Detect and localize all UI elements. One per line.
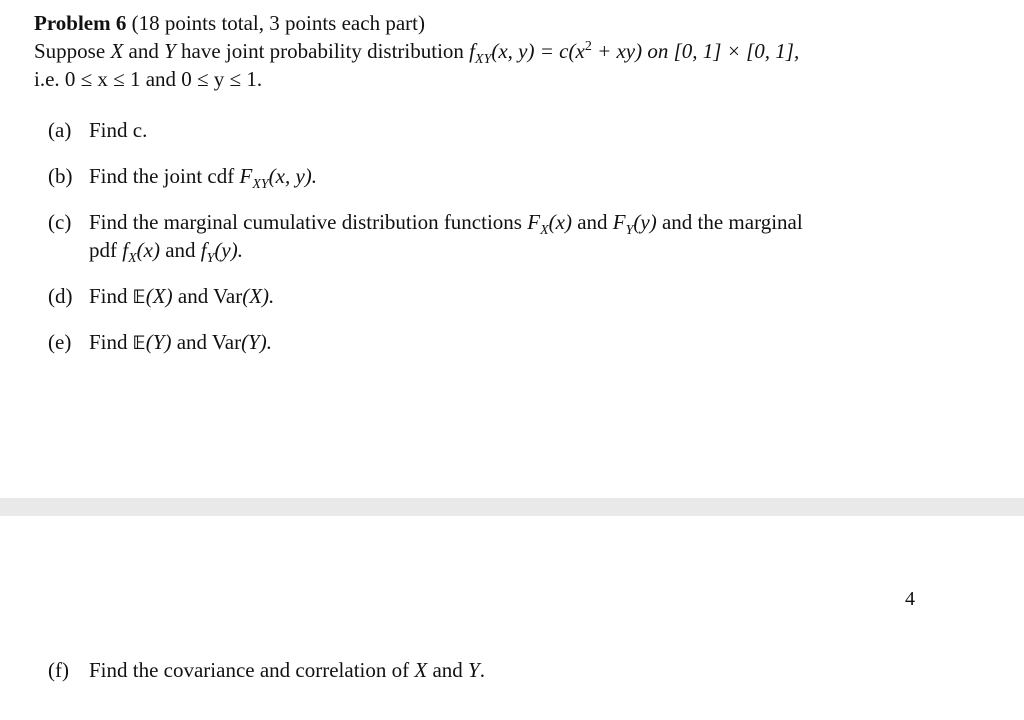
part-text-segment: and <box>427 658 469 682</box>
pdf-x-args: (x) <box>136 238 160 262</box>
part-text-segment: . <box>479 658 485 682</box>
pdf-formula: = c(x <box>534 39 585 63</box>
cdf-y-symbol: F <box>612 210 626 234</box>
part-d <box>48 282 948 311</box>
cdf-subscript: XY <box>252 177 269 193</box>
page-lower <box>0 516 1024 720</box>
part-e <box>48 328 948 357</box>
part-text-segment: Find the marginal cumulative distribution functions <box>89 210 528 234</box>
expectation-arg: (X) <box>145 284 173 308</box>
part-label: (c) <box>48 210 72 234</box>
cdf-x-symbol: F <box>527 210 541 234</box>
part-text-segment: and <box>571 210 613 234</box>
part-text-segment: Find <box>89 284 133 308</box>
problem-statement-line1 <box>34 37 994 68</box>
expectation-arg: (Y) <box>145 330 172 354</box>
variance-arg: (Y). <box>241 330 272 354</box>
cdf-symbol: F <box>239 164 253 188</box>
part-text: Find c. <box>89 118 148 142</box>
part-text <box>89 162 948 193</box>
part-f <box>48 656 948 684</box>
statement-text: Suppose <box>34 39 111 63</box>
pdf-formula-rest: + xy) on [0, 1] × [0, 1], <box>591 39 800 63</box>
var-y: Y <box>164 39 176 63</box>
part-b <box>48 162 948 193</box>
pdf-x-subscript: X <box>128 251 137 267</box>
cdf-x-subscript: X <box>540 223 549 239</box>
part-text-segment: and the marginal <box>656 210 803 234</box>
pdf-args: (x, y) <box>491 39 535 63</box>
page-number: 4 <box>905 588 915 610</box>
part-label: (f) <box>48 658 69 682</box>
part-label: (b) <box>48 164 73 188</box>
var-x: X <box>110 39 124 63</box>
var-y: Y <box>468 658 480 682</box>
problem-statement-line2: i.e. 0 ≤ x ≤ 1 and 0 ≤ y ≤ 1. <box>34 67 263 91</box>
part-c <box>48 208 948 267</box>
exponent: 2 <box>584 39 592 54</box>
var-x: X <box>414 658 428 682</box>
part-label: (d) <box>48 284 73 308</box>
part-label: (e) <box>48 330 72 354</box>
part-text <box>89 656 948 684</box>
part-text-segment: Find the covariance and correlation of <box>89 658 415 682</box>
cdf-args: (x, y). <box>268 164 318 188</box>
problem-header <box>34 9 994 93</box>
part-text-segment: and Var <box>172 284 243 308</box>
part-a <box>48 116 948 144</box>
variance-arg: (X). <box>242 284 275 308</box>
part-label: (a) <box>48 118 72 142</box>
expectation-symbol: 𝔼 <box>132 332 146 354</box>
problem-title-line <box>34 9 994 37</box>
part-text-segment: Find <box>89 330 133 354</box>
cdf-y-subscript: Y <box>625 223 634 239</box>
pdf-y-symbol: f <box>200 238 207 262</box>
expectation-symbol: 𝔼 <box>132 286 146 308</box>
page-separator <box>0 498 1024 516</box>
pdf-x-symbol: f <box>122 238 129 262</box>
cdf-y-args: (y) <box>633 210 657 234</box>
part-text-segment: pdf <box>89 238 123 262</box>
part-text-segment: and <box>159 238 201 262</box>
statement-text: and <box>123 39 165 63</box>
pdf-y-subscript: Y <box>206 251 215 267</box>
part-text-segment: Find the joint cdf <box>89 164 240 188</box>
pdf-y-args: (y). <box>214 238 243 262</box>
problem-points: (18 points total, 3 points each part) <box>131 11 425 35</box>
part-text <box>89 282 948 311</box>
statement-text: have joint probability distribution <box>175 39 470 63</box>
part-text <box>89 328 948 357</box>
part-text <box>89 208 948 267</box>
pdf-subscript: XY <box>475 52 492 68</box>
cdf-x-args: (x) <box>548 210 572 234</box>
part-text-segment: and Var <box>171 330 242 354</box>
pdf-symbol: f <box>469 39 476 63</box>
problem-title: Problem 6 <box>34 11 127 35</box>
